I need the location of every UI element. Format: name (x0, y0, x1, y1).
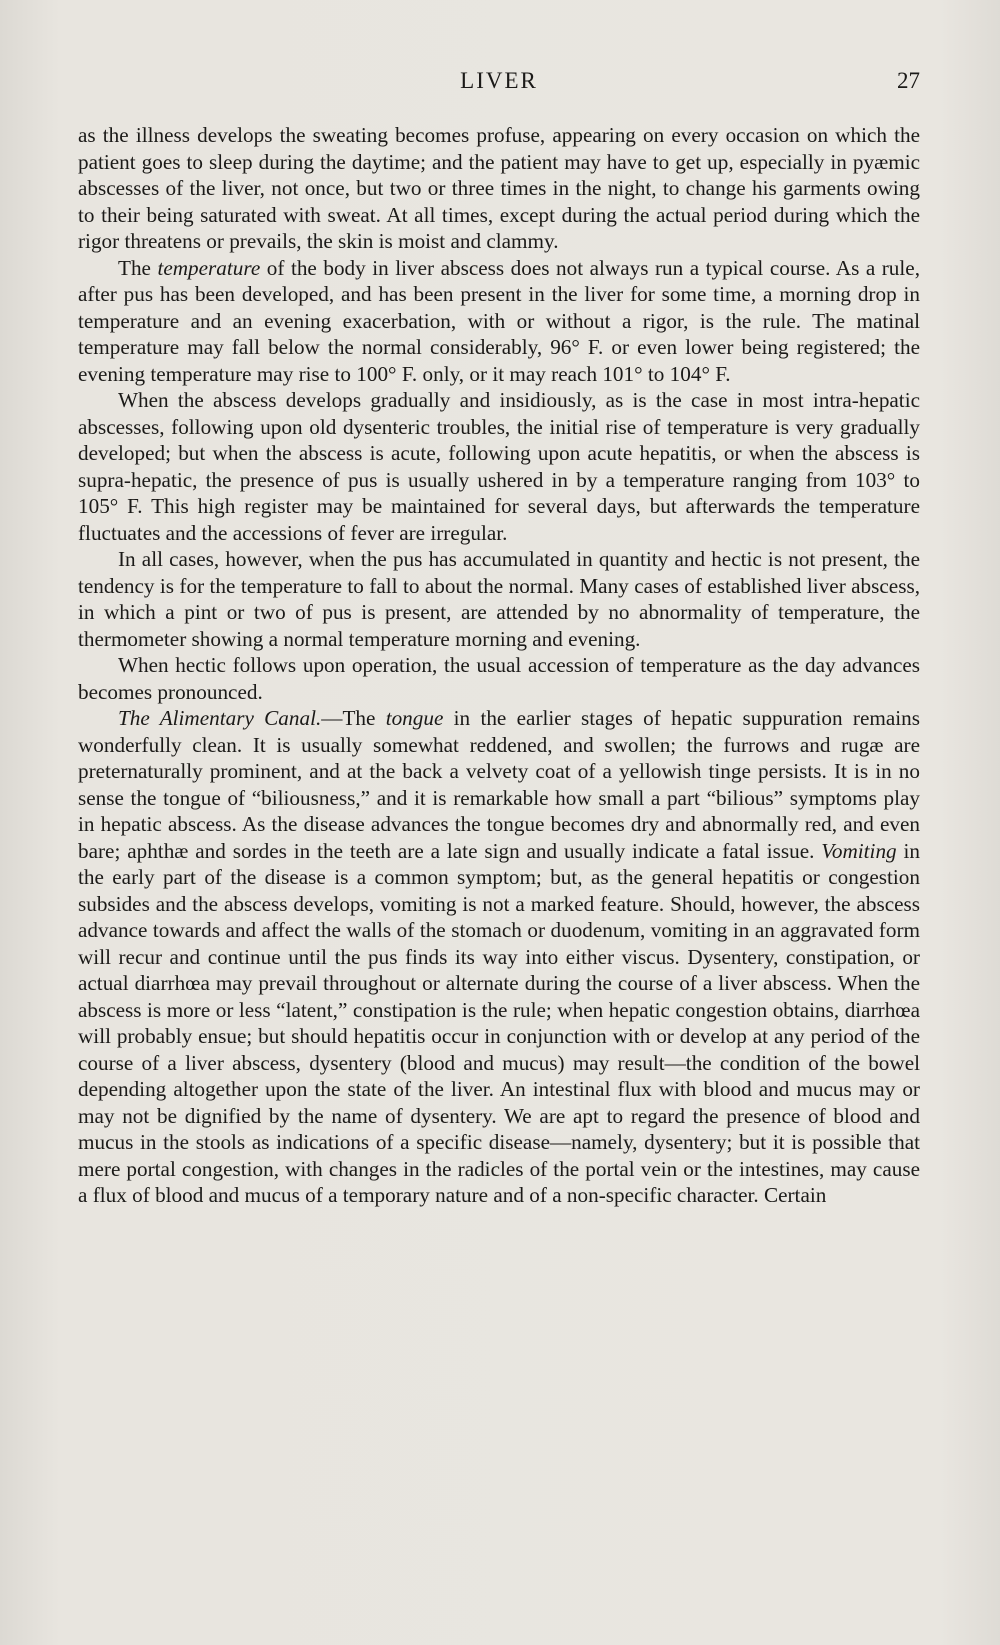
paragraph (78, 255, 920, 388)
page-header (78, 64, 920, 104)
italic-text: temperature (157, 255, 261, 280)
italic-text: Vomiting (821, 838, 897, 863)
page-number: 27 (897, 68, 920, 93)
paragraph (78, 387, 920, 546)
text-run: When the abscess develops gradually and insidiously, as is the case in most intra-hepatic abscesses, following upon old dysenteric troubles, the initial rise of temperature is very gradually developed; but when the abscess is acute, following upon acute hepatitis, or when the abscess is supra-hepatic, the presence of pus is usually ushered in by a temperature ranging from 103° to 105° F. This high register may be maintained for several days, but afterwards the temperature fluctuates and the accessions of fever are irregular. (78, 388, 920, 545)
running-head: LIVER (460, 68, 538, 93)
text-run: When hectic follows upon operation, the usual accession of temperature as the day advances becomes pronounced. (78, 653, 920, 704)
italic-text: tongue (385, 706, 444, 730)
text-run: in the earlier stages of hepatic suppuration remains wonderfully clean. It is usually somewhat reddened, and swollen; the furrows and rugæ are preternaturally prominent, and at the back a velvety coat of a yellowish tinge persists. It is in no sense the tongue of “biliousness,” and it is remarkable how small a part “bilious” symptoms play in hepatic abscess. As the disease advances the tongue becomes dry and abnormally red, and even bare; aphthæ and sordes in the teeth are a late sign and usually indicate a fatal issue. (78, 706, 920, 863)
paragraph (78, 546, 920, 652)
text-run: The (118, 255, 158, 280)
paragraph (78, 122, 920, 255)
italic-text: The Alimentary Canal. (118, 706, 322, 730)
text-run: in the early part of the disease is a common symptom; but, as the general hepatitis or congestion subsides and the abscess develops, vomiting is not a marked feature. Should, however, the abscess advance towards and affect the walls of the stomach or duodenum, vomiting in an aggravated form will recur and continue until the pus finds its way into either viscus. Dysentery, constipation, or actual diarrhœa may prevail throughout or alternate during the course of a liver abscess. When the abscess is more or less “latent,” constipation is the rule; when hepatic congestion obtains, diarrhœa will probably ensue; but should hepatitis occur in conjunction with or develop at any period of the course of a liver abscess, dysentery (blood and mucus) may result—the condition of the bowel depending altogether upon the state of the liver. An intestinal flux with blood and mucus may or may not be dignified by the name of dysentery. We are apt to regard the presence of blood and mucus in the stools as indications of a specific disease—namely, dysentery; but it is possible that mere portal congestion, with changes in the radicles of the portal vein or the intestines, may cause a flux of blood and mucus of a temporary nature and of a non-specific character. Certain (78, 838, 920, 1207)
text-run: In all cases, however, when the pus has accumulated in quantity and hectic is not present, the tendency is for the temperature to fall to about the normal. Many cases of established liver abscess, in which a pint or two of pus is present, are attended by no abnormality of temperature, the thermometer showing a normal temperature morning and evening. (78, 547, 920, 651)
text-run: of the body in liver abscess does not always run a typical course. As a rule, after pus has been developed, and has been present in the liver for some time, a morning drop in temperature and an evening exacerbation, with or without a rigor, is the rule. The matinal temperature may fall below the normal considerably, 96° F. or even lower being registered; the evening temperature may rise to 100° F. only, or it may reach 101° to 104° F. (78, 255, 920, 386)
body-text (78, 122, 920, 1209)
text-run: as the illness develops the sweating becomes profuse, appearing on every occasion on which the patient goes to sleep during the daytime; and the patient may have to get up, especially in pyæmic abscesses of the liver, not once, but two or three times in the night, to change his garments owing to their being saturated with sweat. At all times, except during the actual period during which the rigor threatens or prevails, the skin is moist and clammy. (78, 123, 920, 253)
paragraph (78, 652, 920, 705)
paragraph (78, 705, 920, 1209)
text-run: —The (321, 706, 386, 730)
